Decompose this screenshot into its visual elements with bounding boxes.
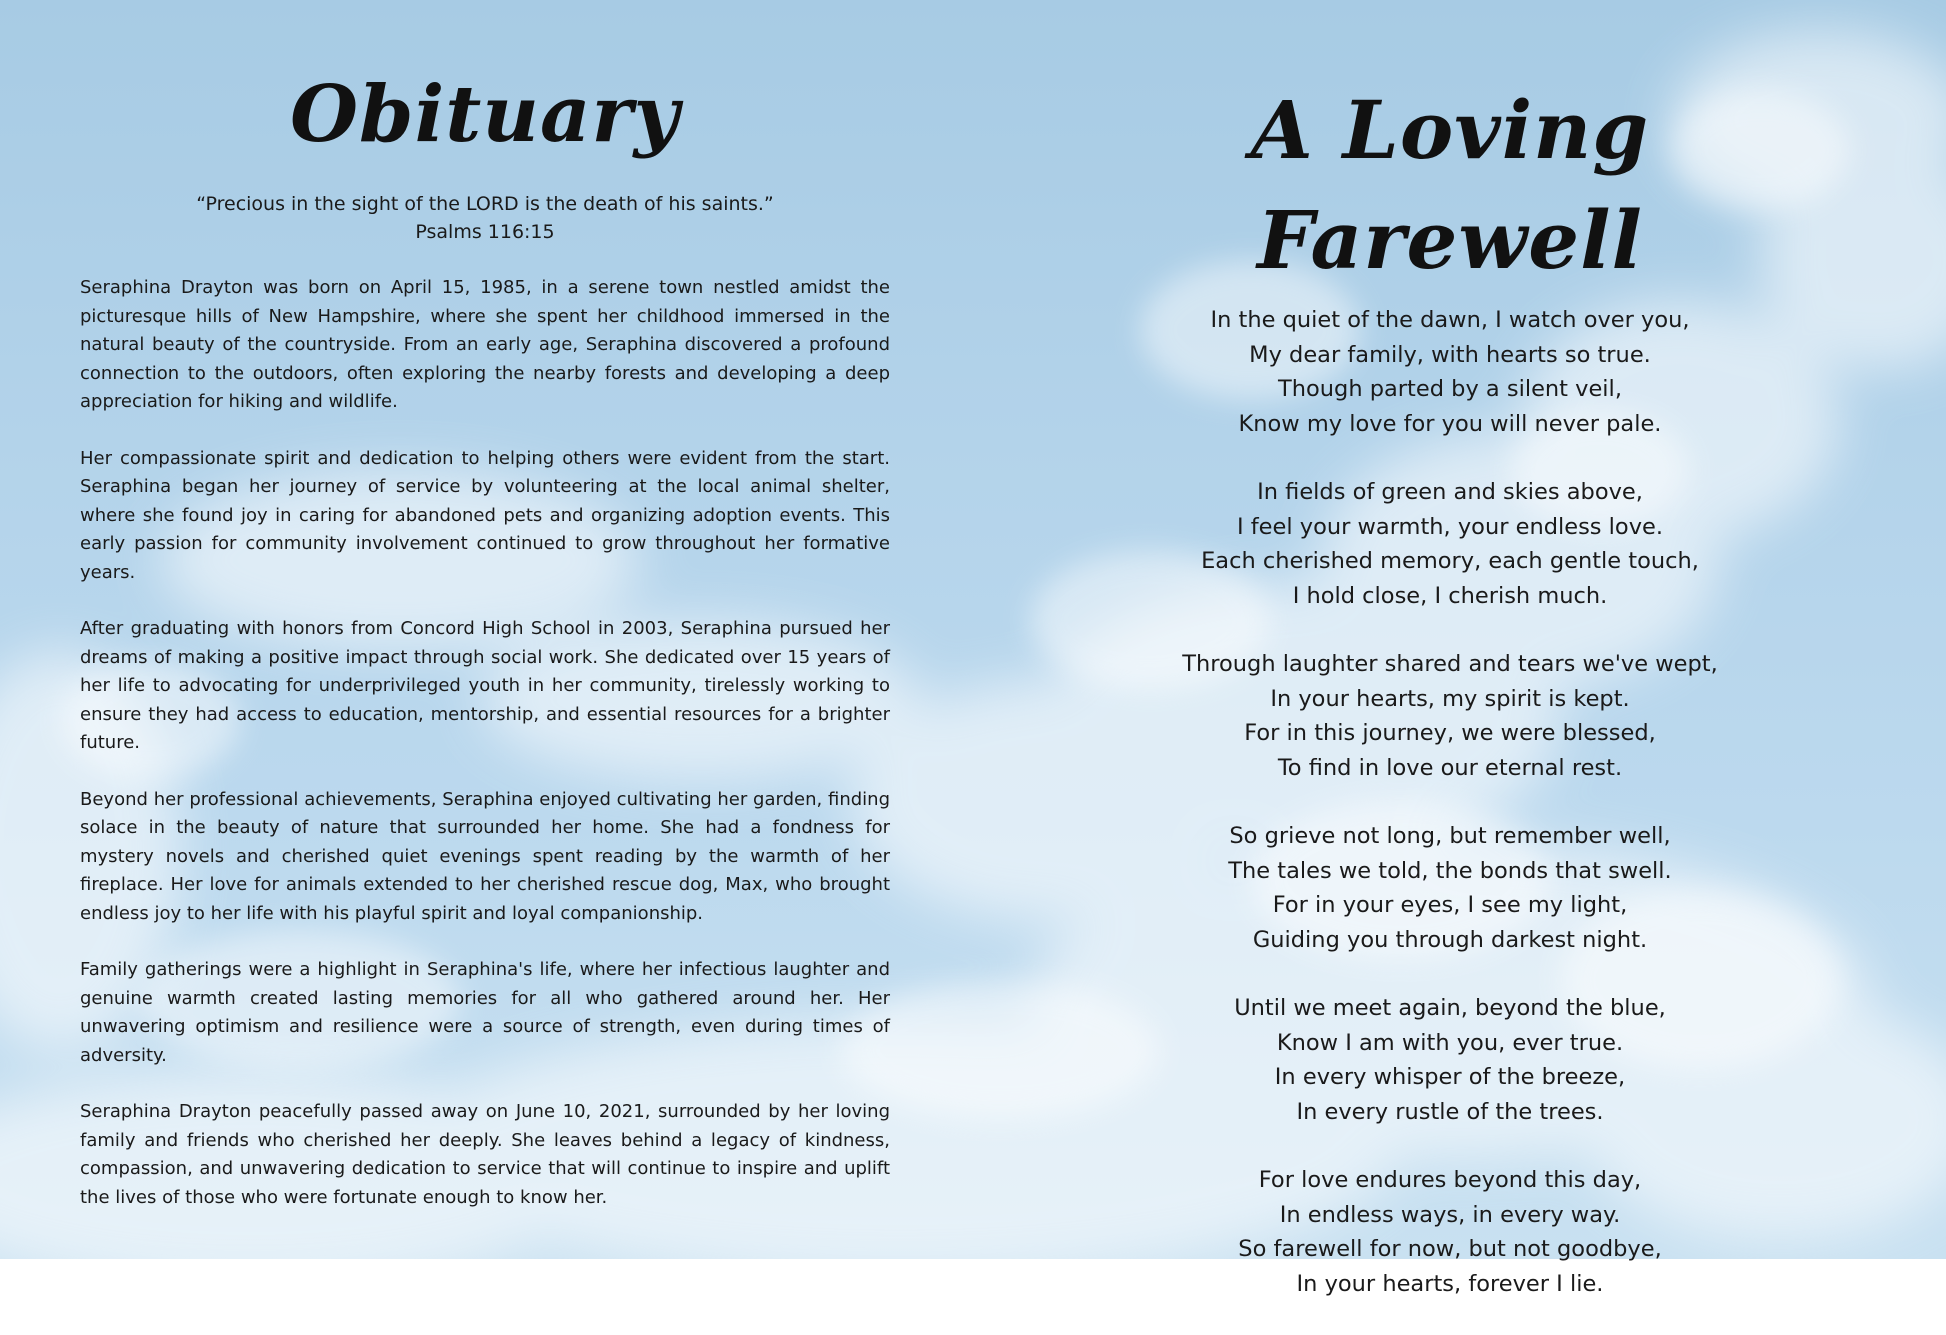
scripture-verse [80, 190, 890, 246]
obituary-paragraph: Beyond her professional achievements, Seraphina enjoyed cultivating her garden, finding solace in the beauty of nature that surrounded her home. She had a fondness for mystery novels and cherished quiet evenings spent reading by the warmth of her fireplace. Her love for animals extended to her cherished rescue dog, Max, who brought endless joy to her life with his playful spirit and loyal companionship. [80, 788, 890, 924]
obituary-paragraph: After graduating with honors from Concord High School in 2003, Seraphina pursued her dreams of making a positive impact through social work. She dedicated over 15 years of her life to advocating for underprivileged youth in her community, tirelessly working to ensure they had access to education, mentorship, and essential resources for a brighter future. [80, 618, 890, 753]
poem-stanza [1090, 991, 1810, 1129]
obituary-body [80, 274, 890, 1212]
poem-line: In every rustle of the trees. [1296, 1098, 1604, 1125]
poem-title: A Loving Farewell [1250, 83, 1650, 287]
poem-line: Through laughter shared and tears we've wept, [1182, 651, 1718, 677]
verse-reference: Psalms 116:15 [415, 221, 555, 243]
poem-line: Though parted by a silent veil, [1278, 376, 1622, 402]
poem-stanza [1090, 1163, 1810, 1301]
poem-line: Each cherished memory, each gentle touch, [1201, 548, 1699, 574]
poem-body [1090, 303, 1810, 1301]
poem-line: I hold close, I cherish much. [1292, 582, 1608, 609]
poem-line: Until we meet again, beyond the blue, [1234, 995, 1666, 1021]
poem-line: My dear family, with hearts so true. [1249, 341, 1651, 368]
poem-line: In fields of green and skies above, [1257, 479, 1643, 505]
poem-line: For love endures beyond this day, [1258, 1167, 1642, 1193]
poem-line: To find in love our eternal rest. [1277, 754, 1623, 781]
poem-line: So farewell for now, but not goodbye, [1238, 1236, 1662, 1262]
poem-line: Guiding you through darkest night. [1252, 926, 1648, 953]
obituary-paragraph: Seraphina Drayton was born on April 15, 1985, in a serene town nestled amidst the picturesque hills of New Hampshire, where she spent her childhood immersed in the natural beauty of the countryside. From an early age, Seraphina discovered a profound connection to the outdoors, often exploring the nearby forests and developing a deep appreciation for hiking and wildlife. [80, 277, 890, 412]
obituary-paragraph: Her compassionate spirit and dedication to helping others were evident from the start. Seraphina began her journey of service by volunteering at the local animal shelter, where she found joy in caring for abandoned pets and organizing adoption events. This early passion for community involvement continued to grow throughout her formative years. [80, 447, 890, 583]
poem-line: In every whisper of the breeze, [1274, 1064, 1626, 1090]
poem-line: In your hearts, my spirit is kept. [1270, 685, 1630, 712]
poem-line: In endless ways, in every way. [1279, 1201, 1621, 1228]
obituary-paragraph: Seraphina Drayton peacefully passed away on June 10, 2021, surrounded by her loving family and friends who cherished her deeply. She leaves behind a legacy of kindness, compassion, and unwavering dedication to service that will continue to inspire and uplift the lives of those who were fortunate enough to know her. [80, 1101, 890, 1208]
poem-stanza [1090, 303, 1810, 441]
obituary-title: Obituary [290, 69, 680, 160]
verse-quote: “Precious in the sight of the LORD is the death of his saints.” [196, 193, 774, 215]
poem-stanza [1090, 475, 1810, 613]
poem-panel [1090, 75, 1810, 1335]
obituary-panel [80, 60, 890, 1240]
poem-line: In the quiet of the dawn, I watch over you, [1210, 307, 1690, 333]
poem-line: I feel your warmth, your endless love. [1236, 513, 1664, 540]
poem-stanza [1090, 647, 1810, 785]
obituary-paragraph: Family gatherings were a highlight in Seraphina's life, where her infectious laughter and genuine warmth created lasting memories for all who gathered around her. Her unwavering optimism and resilience were a source of strength, even during times of adversity. [80, 959, 890, 1066]
poem-line: For in this journey, we were blessed, [1244, 720, 1656, 746]
poem-line: For in your eyes, I see my light, [1272, 892, 1628, 918]
poem-stanza [1090, 819, 1810, 957]
poem-line: Know my love for you will never pale. [1238, 410, 1662, 437]
poem-line: In your hearts, forever I lie. [1296, 1270, 1604, 1297]
poem-line: Know I am with you, ever true. [1276, 1029, 1624, 1056]
poem-line: So grieve not long, but remember well, [1229, 823, 1671, 849]
poem-line: The tales we told, the bonds that swell. [1228, 857, 1672, 884]
